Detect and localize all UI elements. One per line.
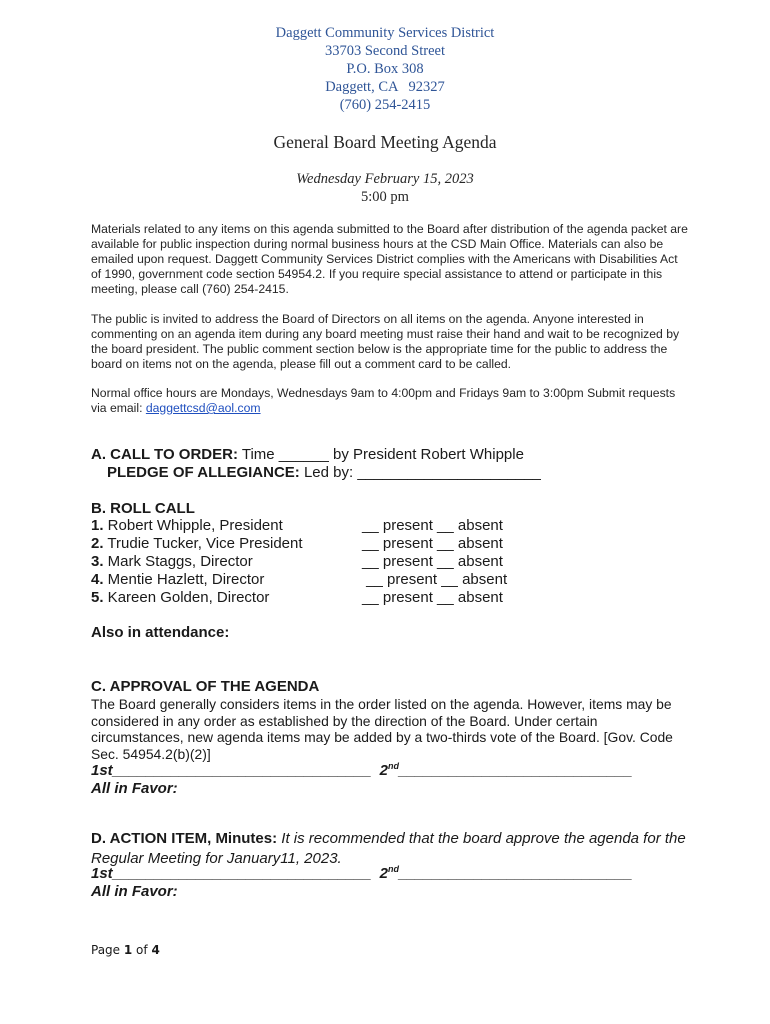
action-item-text: It is recommended that the board approve the agenda for the Regular Meeting for January11, 2023. [91,830,690,867]
approval-heading: C. APPROVAL OF THE AGENDA [91,678,320,695]
call-to-order-text: Time ______ by President Robert Whipple [237,446,524,463]
page-of: of [132,943,152,957]
page-prefix: Page [91,943,124,957]
member-number: 4. [91,571,104,588]
page-footer [91,943,160,957]
roll-call-member [91,571,264,589]
also-in-attendance: Also in attendance: [91,624,230,641]
public-comment-paragraph: The public is invited to address the Board of Directors on all items on the agenda. Anyone interested in commenting on an agenda item during any board meeting must raise their hand and wait to be recognized by the board president. The public comment section below is the appropriate time for the public to address the board on items not on the agenda, please fill out a comment card to be called. [91,312,680,371]
second-suffix: nd [387,864,399,874]
member-name: Mark Staggs, Director [103,553,253,570]
meeting-date: Wednesday February 15, 2023 [296,171,474,187]
second-label: 2 [379,762,388,779]
member-name: Trudie Tucker, Vice President [103,535,303,552]
org-name: Daggett Community Services District [275,25,495,41]
office-hours-paragraph [91,386,691,416]
member-number: 2. [91,535,104,552]
member-attendance: __ present __ absent [362,553,503,570]
pledge-line [107,464,541,482]
materials-paragraph: Materials related to any items on this agenda submitted to the Board after distribution of the agenda packet are available for public inspection during normal business hours at the CSD Main Office. Materials can also be emailed upon request. Daggett Community Services District complies with the Americans with Disabilities Act of 1990, government code section 54954.2. If you require special assistance to attend or participate in this meeting, please call (760) 254-2415. [91,222,688,296]
meeting-datetime [0,170,770,206]
first-motion: 1st_______________________________ [91,865,372,882]
page-total: 4 [151,943,160,957]
member-attendance: __ present __ absent [362,517,503,534]
member-attendance: __ present __ absent [362,535,503,552]
member-attendance: __ present __ absent [362,589,503,606]
call-to-order-label: A. CALL TO ORDER: [91,446,238,463]
action-item-paragraph [91,829,691,869]
approval-motion-line [91,762,633,780]
pledge-text: Led by: ______________________ [299,464,541,481]
member-name: Mentie Hazlett, Director [103,571,265,588]
action-all-in-favor: All in Favor: [91,883,178,900]
approval-all-in-favor: All in Favor: [91,780,178,797]
member-number: 3. [91,553,104,570]
email-link[interactable]: daggettcsd@aol.com [145,401,261,415]
member-number: 5. [91,589,104,606]
roll-call-member [91,589,269,607]
phone-number: (760) 254-2415 [339,97,431,113]
pledge-label: PLEDGE OF ALLEGIANCE: [107,464,300,481]
street-address: 33703 Second Street [324,43,445,59]
roll-call-member [91,517,283,535]
po-box: P.O. Box 308 [346,61,424,77]
roll-call-member [91,535,303,553]
action-item-heading: D. ACTION ITEM, Minutes: [91,830,278,847]
second-motion: ____________________________ [398,762,633,779]
member-name: Robert Whipple, President [103,517,283,534]
approval-text: The Board generally considers items in the order listed on the agenda. However, items may be considered in any order as established by the direction of the Board. Under certain circumstances, new agenda items may be added by a two-thirds vote of the Board. [Gov. Code Sec. 54954.2(b)(2)] [91,696,673,762]
first-motion: 1st_______________________________ [91,762,372,779]
member-number: 1. [91,517,104,534]
second-label: 2 [379,865,388,882]
member-attendance: __ present __ absent [362,571,508,588]
second-suffix: nd [387,761,399,771]
roll-call-member [91,553,253,571]
city-state-zip: Daggett, CA 92327 [325,79,445,95]
roll-call-heading: B. ROLL CALL [91,500,195,517]
second-motion: ____________________________ [398,865,633,882]
call-to-order [91,446,524,464]
office-hours-text: Normal office hours are Mondays, Wednesdays 9am to 4:00pm and Fridays 9am to 3:00pm Submit requests via email: [91,386,676,415]
action-motion-line [91,865,633,883]
page-title: General Board Meeting Agenda [273,132,497,152]
member-name: Kareen Golden, Director [103,589,270,606]
page-number: 1 [123,943,133,957]
meeting-time: 5:00 pm [361,189,409,205]
letterhead [0,24,770,114]
